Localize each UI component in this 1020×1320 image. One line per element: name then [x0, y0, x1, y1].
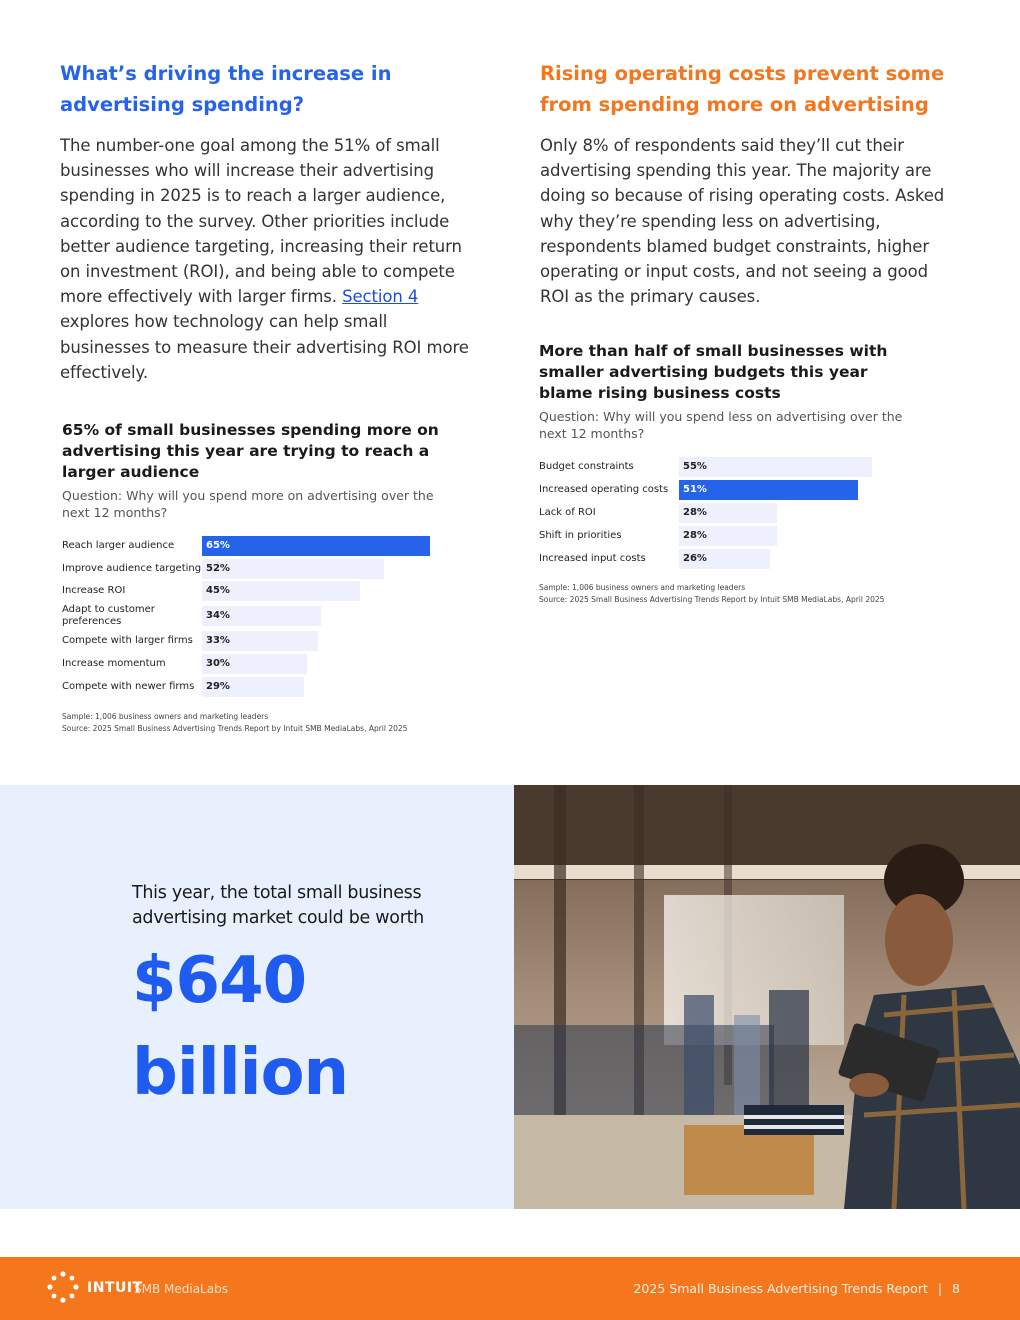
left-paragraph: [60, 133, 480, 385]
right-paragraph: Only 8% of respondents said they’ll cut their advertising spending this year. The majority are doing so because of rising operating costs. Asked why they’re spending less on advertising, respondents blamed budget constraints, higher operating or input costs, and not seeing a good ROI as the primary causes.: [540, 136, 945, 307]
page-number: 8: [952, 1281, 960, 1296]
chart-spend-more: [62, 420, 442, 698]
bar-row: [62, 630, 318, 653]
section-4-link[interactable]: Section 4: [342, 287, 419, 307]
bar-value-label: 65%: [206, 540, 230, 552]
bar-track: [679, 457, 872, 477]
chart-source: Source: 2025 Small Business Advertising Trends Report by Intuit SMB MediaLabs, April 2025: [539, 595, 885, 604]
bar-value-label: 51%: [683, 484, 707, 496]
bar-track: [679, 503, 777, 523]
bar-label: Compete with newer firms: [62, 680, 195, 692]
bar-row: [539, 524, 777, 547]
chart-footnote: [539, 582, 959, 606]
chart-question: Question: Why will you spend less on advertising over the next 12 months?: [539, 409, 903, 441]
bar-value-label: 52%: [206, 562, 230, 574]
bar-value-label: 29%: [206, 680, 230, 692]
bar-value-label: 45%: [206, 585, 230, 597]
left-paragraph-part1: The number-one goal among the 51% of small businesses who will increase their advertising spending in 2025 is to reach a larger audience, according to the survey. Other priorities include better audience targeting, increasing their return on investment (ROI), and being able to compete more effectively with larger firms.: [60, 136, 462, 307]
bar-track: [202, 581, 360, 601]
bar-label: Shift in priorities: [539, 529, 622, 541]
bar-label: Increase momentum: [62, 658, 166, 670]
bar-track: [202, 677, 304, 697]
bar-value-label: 55%: [683, 461, 707, 473]
chart-question: Question: Why will you spend more on advertising over the next 12 months?: [62, 488, 434, 520]
stat-amount: [132, 935, 348, 1119]
bar-label: Increase ROI: [62, 585, 126, 597]
chart-source: Source: 2025 Small Business Advertising Trends Report by Intuit SMB MediaLabs, April 2025: [62, 724, 408, 733]
footer-brand: INTUIT: [87, 1280, 143, 1296]
bar-track: [679, 549, 770, 569]
bar-track: [202, 536, 430, 556]
bar-row: [62, 558, 384, 581]
bar-label: Increased input costs: [539, 552, 646, 564]
stat-panel: [0, 785, 514, 1209]
bar-track: [679, 480, 858, 500]
bar-label: Budget constraints: [539, 461, 634, 473]
bar-track: [202, 631, 318, 651]
chart-bars: [539, 456, 919, 570]
shop-photo: [514, 785, 1020, 1209]
bar-value-label: 30%: [206, 658, 230, 670]
intuit-logo-icon: [46, 1270, 80, 1304]
bar-row: [62, 603, 321, 630]
bar-row: [62, 675, 304, 698]
bar-row: [62, 653, 307, 676]
bar-value-label: 26%: [683, 552, 707, 564]
bar-row: [539, 479, 858, 502]
footer-separator: |: [937, 1281, 943, 1296]
stat-amount-line2: billion: [132, 1036, 349, 1110]
stat-lead: This year, the total small business advertising market could be worth: [132, 883, 424, 928]
footer-brand-sub: SMB MediaLabs: [134, 1282, 228, 1296]
bar-label: Increased operating costs: [539, 484, 669, 496]
chart-spend-less: [539, 341, 919, 570]
bar-track: [202, 559, 384, 579]
right-heading: Rising operating costs prevent some from spending more on advertising: [540, 62, 945, 116]
bar-label: Lack of ROI: [539, 506, 596, 518]
bar-row: [62, 535, 430, 558]
bar: [202, 536, 430, 556]
left-heading: What’s driving the increase in advertising spending?: [60, 62, 392, 116]
bar-label: Compete with larger firms: [62, 635, 193, 647]
bar-value-label: 28%: [683, 529, 707, 541]
footer-report-title: 2025 Small Business Advertising Trends Report: [633, 1281, 928, 1296]
chart-bars: [62, 535, 442, 698]
right-column: [540, 58, 960, 309]
footer-report: [633, 1280, 960, 1298]
chart-title: 65% of small businesses spending more on advertising this year are trying to reach a larger audience: [62, 421, 439, 481]
chart-sample: Sample: 1,006 business owners and marketing leaders: [539, 583, 746, 592]
bar-label: Improve audience targeting: [62, 562, 202, 574]
bar-label: Reach larger audience: [62, 540, 175, 552]
left-paragraph-part2: explores how technology can help small businesses to measure their advertising ROI more effectively.: [60, 312, 469, 382]
bar-track: [679, 526, 777, 546]
stat-amount-line1: $640: [132, 944, 307, 1018]
bar-value-label: 33%: [206, 635, 230, 647]
chart-sample: Sample: 1,006 business owners and marketing leaders: [62, 712, 269, 721]
bar-track: [202, 654, 307, 674]
bar-row: [539, 456, 872, 479]
bar-track: [202, 606, 321, 626]
chart-footnote: [62, 711, 482, 735]
bar-label: Adapt to customer preferences: [62, 604, 155, 628]
bar-row: [62, 580, 360, 603]
photo-illustration: [514, 785, 1020, 1209]
left-column: [60, 58, 480, 385]
bar-value-label: 28%: [683, 506, 707, 518]
chart-title: More than half of small businesses with smaller advertising budgets this year blame rising business costs: [539, 342, 888, 402]
bar-row: [539, 502, 777, 525]
footer: [0, 1257, 1020, 1320]
bar-row: [539, 547, 770, 570]
bar-value-label: 34%: [206, 610, 230, 622]
bar: [679, 457, 872, 477]
